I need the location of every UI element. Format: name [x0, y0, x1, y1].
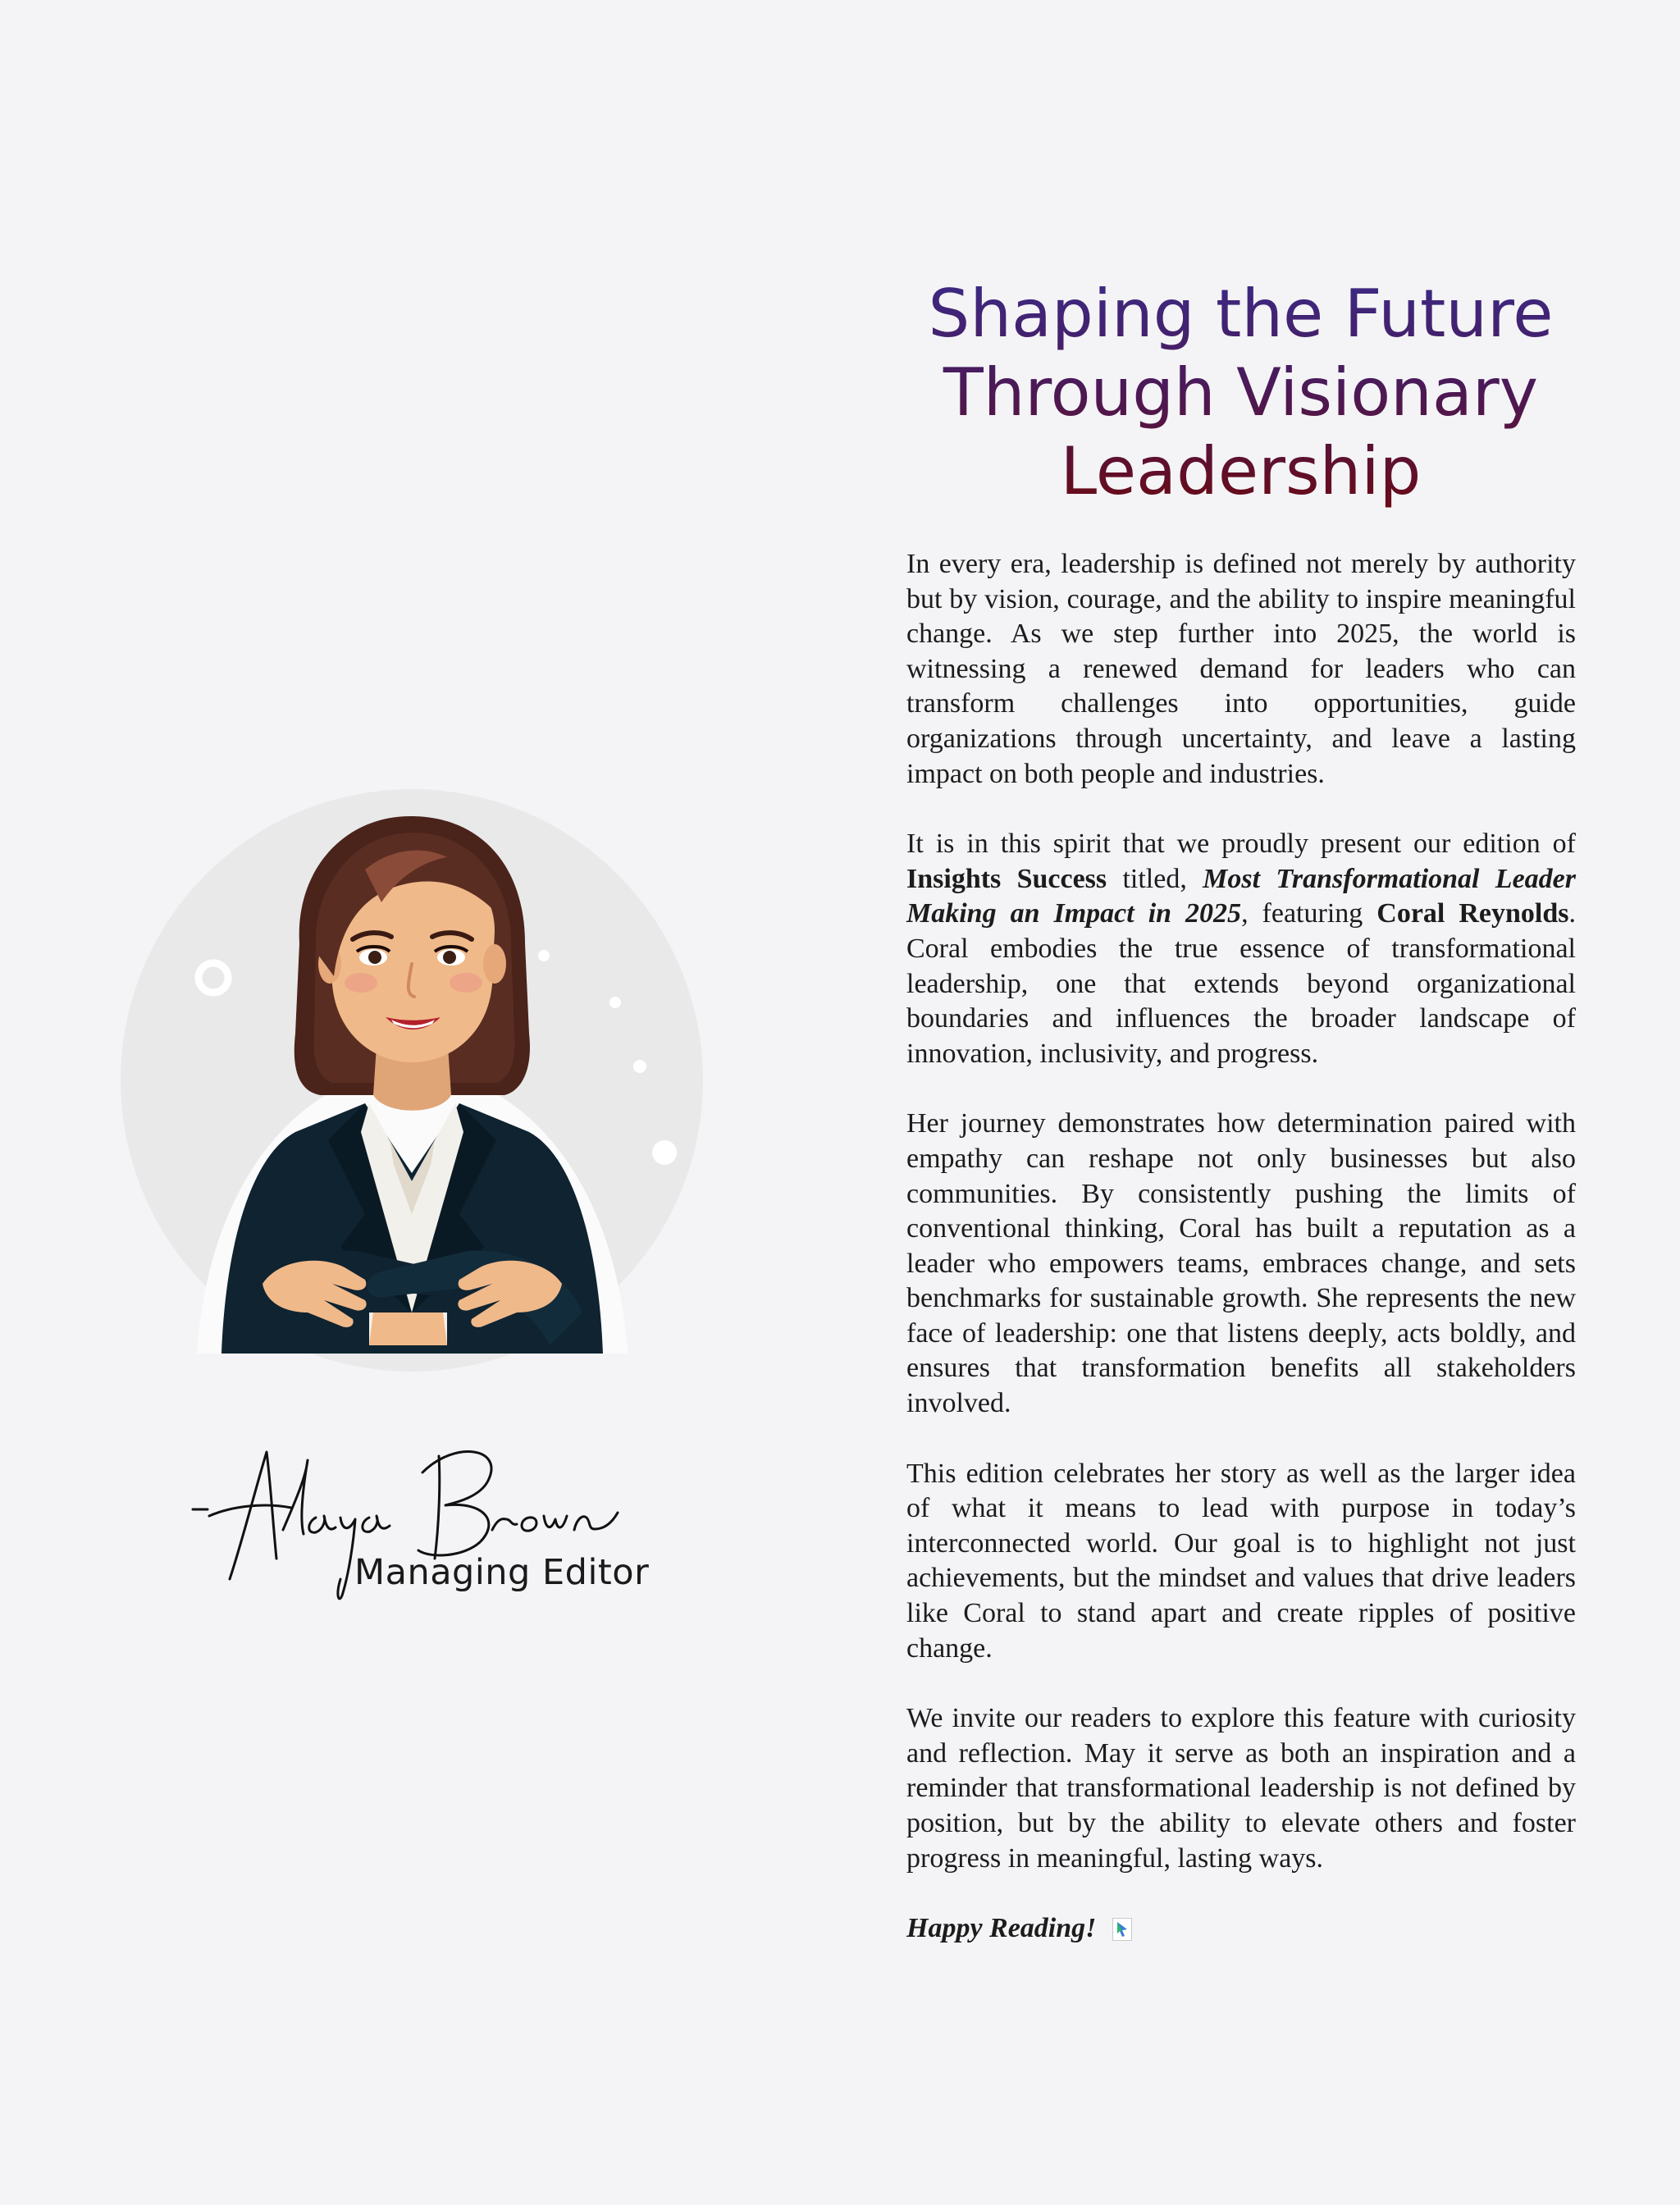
- paragraph-3: Her journey demonstrates how determination paired with empathy can reshape not only businesses but also communities. By consistently pushing the limits of conventional thinking, Coral has built a reputation as a leader who empowers teams, embraces change, and sets benchmarks for sustainable growth. She represents the new face of leadership: one that listens deeply, acts boldly, and ensures that transformation benefits all stakeholders involved.: [906, 1108, 1576, 1419]
- closing-text: Happy Reading!: [906, 1913, 1097, 1944]
- featured-person: Coral Reynolds: [1376, 898, 1569, 929]
- title-line-1: Shaping the Future: [928, 276, 1554, 352]
- editor-portrait-icon: [119, 788, 705, 1374]
- editor-role: Managing Editor: [354, 1552, 650, 1593]
- magazine-name: Insights Success: [906, 863, 1107, 894]
- page-title: [894, 275, 1587, 511]
- title-line-3: Leadership: [1060, 433, 1422, 509]
- paragraph-2: [906, 827, 1576, 1071]
- editorial-body: [906, 547, 1576, 1947]
- p2-titled: titled,: [1107, 863, 1203, 894]
- p2-featuring: , featuring: [1241, 898, 1377, 929]
- p2-intro: It is in this spirit that we proudly present our edition of: [906, 829, 1576, 860]
- title-line-2: Through Visionary: [943, 354, 1539, 431]
- paragraph-4: This edition celebrates her story as well as the larger idea of what it means to lead with purpose in today’s interconnected world. Our goal is to highlight not just achievements, but the mindset and values that drive leaders like Coral to stand apart and create ripples of positive change.: [906, 1458, 1576, 1664]
- paragraph-5: We invite our readers to explore this feature with curiosity and reflection. May it serve as both an inspiration and a reminder that transformational leadership is not defined by position, but by the ability to elevate others and foster progress in meaningful, lasting ways.: [906, 1703, 1576, 1874]
- editor-portrait: [119, 788, 705, 1374]
- arrow-cursor-icon: [1112, 1915, 1132, 1938]
- closing-line: [906, 1911, 1576, 1947]
- paragraph-1: In every era, leadership is defined not merely by authority but by vision, courage, and the ability to inspire meaningful change. As we step further into 2025, the world is witnessing a renewed demand for leaders who can transform challenges into opportunities, guide organizations through uncertainty, and leave a lasting impact on both people and industries.: [906, 549, 1576, 789]
- p2-rest: . Coral embodies the true essence of transformational leadership, one that extends beyond organizational boundaries and influences the broader landscape of innovation, inclusivity, and progress.: [906, 898, 1577, 1069]
- edition-title: Most Transformational Leader Making an Impact in 2025: [906, 863, 1576, 929]
